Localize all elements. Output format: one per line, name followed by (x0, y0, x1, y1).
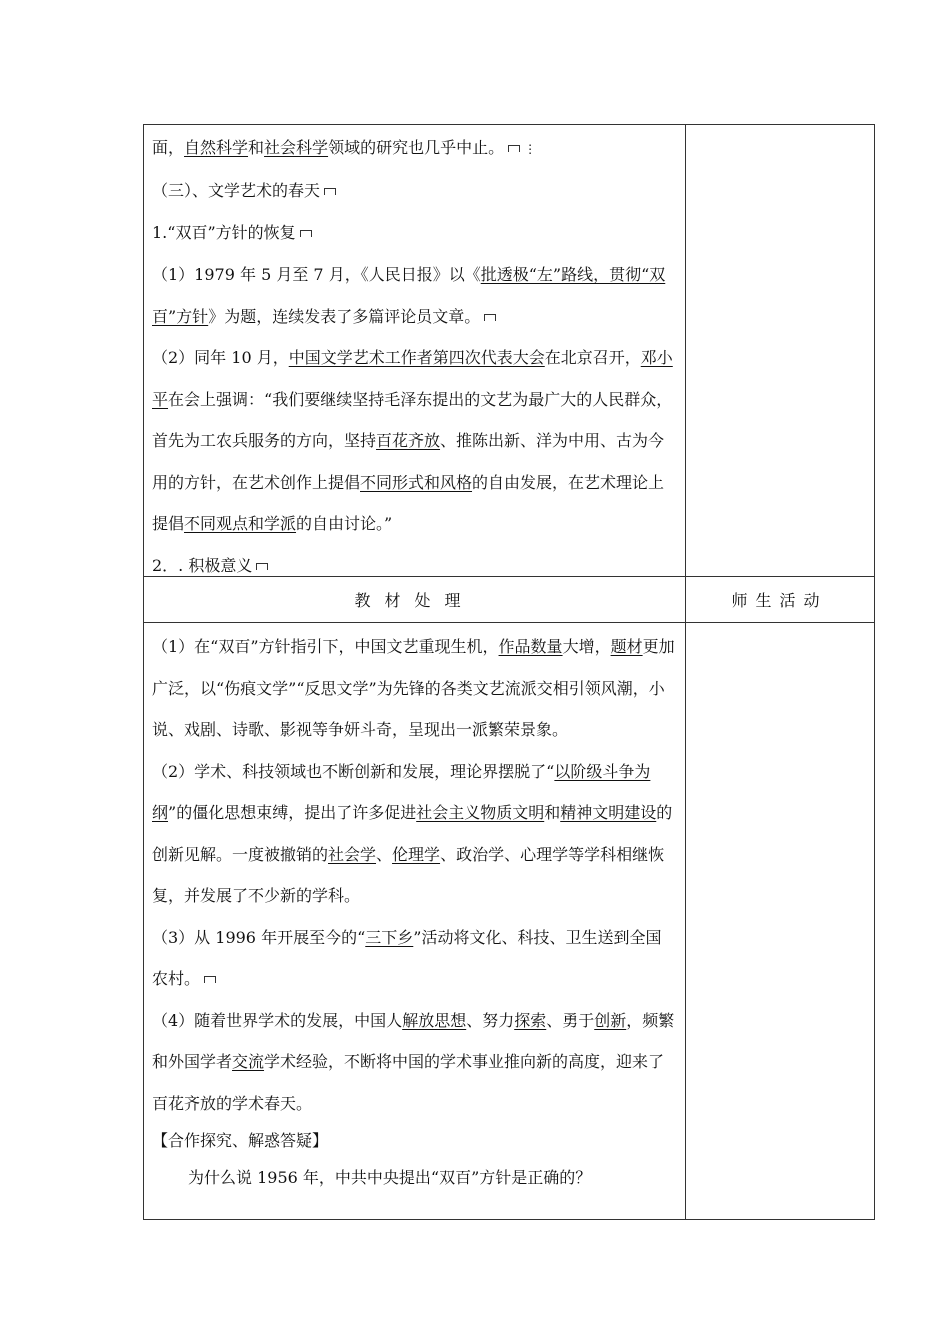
edit-mark-icon (324, 188, 336, 195)
edit-mark-icon (484, 314, 496, 321)
paragraph-1: （1）1979 年 5 月至 7 月，《人民日报》以《批透极“左”路线，贯彻“双百”方针》为题，连续发表了多篇评论员文章。 (152, 265, 666, 326)
discussion-question: 为什么说 1956 年，中共中央提出“双百”方针是正确的？ (188, 1168, 592, 1187)
paragraph-b3: （3）从 1996 年开展至今的“三下乡”活动将文化、科技、卫生送到全国农村。 (152, 927, 662, 988)
cooperative-inquiry-heading: 【合作探究、解惑答疑】 (152, 1131, 329, 1150)
content-cell-bottom (144, 622, 685, 1220)
paragraph-b2: （2）学术、科技领域也不断创新和发展，理论界摆脱了“以阶级斗争为纲”的僵化思想束缚，提出了许多促进社会主义物质文明和精神文明建设的创新见解。一度被撤销的社会学、伦理学、政治学、心理学等学科相继恢复，并发展了不少新的学科。 (152, 761, 673, 905)
paragraph-2: （2）同年 10 月，中国文学艺术工作者第四次代表大会在北京召开，邓小平在会上强调：“我们要继续坚持毛泽东提出的文艺为最广大的人民群众，首先为工农兵服务的方向，坚持百花齐放、推陈出新、洋为中用、古为今用的方针，在艺术创作上提倡不同形式和风格的自由发展，在艺术理论上提倡不同观点和学派的自由讨论。” (152, 348, 673, 533)
section-heading: （三）、文学艺术的春天 (152, 170, 675, 212)
content-cell-top (144, 125, 685, 576)
column-divider (685, 125, 686, 1219)
edit-mark-icon (508, 145, 520, 152)
edit-mark-icon (256, 563, 268, 570)
paragraph-continuation: 面，自然科学和社会科学领域的研究也几乎中止。 ⋮ (152, 127, 675, 170)
header-activities: 师生活动 (731, 590, 828, 610)
paragraph-b1: （1）在“双百”方针指引下，中国文艺重现生机，作品数量大增，题材更加广泛，以“伤痕文学”“反思文学”为先锋的各类文艺流派交相引领风潮，小说、戏剧、诗歌、影视等争妍斗奇，呈现出一派繁荣景象。 (152, 637, 675, 739)
lesson-table (143, 124, 875, 1220)
edit-mark-icon (300, 230, 312, 237)
item-heading: 1.“双百”方针的恢复 (152, 212, 675, 254)
edit-mark-icon (204, 976, 216, 983)
ellipsis-icon: ⋮ (524, 142, 537, 156)
header-materials: 教材处理 (354, 590, 475, 610)
item-heading: 2．. 积极意义 (152, 545, 675, 587)
paragraph-b4: （4）随着世界学术的发展，中国人解放思想、努力探索、勇于创新，频繁和外国学者交流学术经验，不断将中国的学术事业推向新的高度，迎来了百花齐放的学术春天。 (152, 1010, 675, 1113)
